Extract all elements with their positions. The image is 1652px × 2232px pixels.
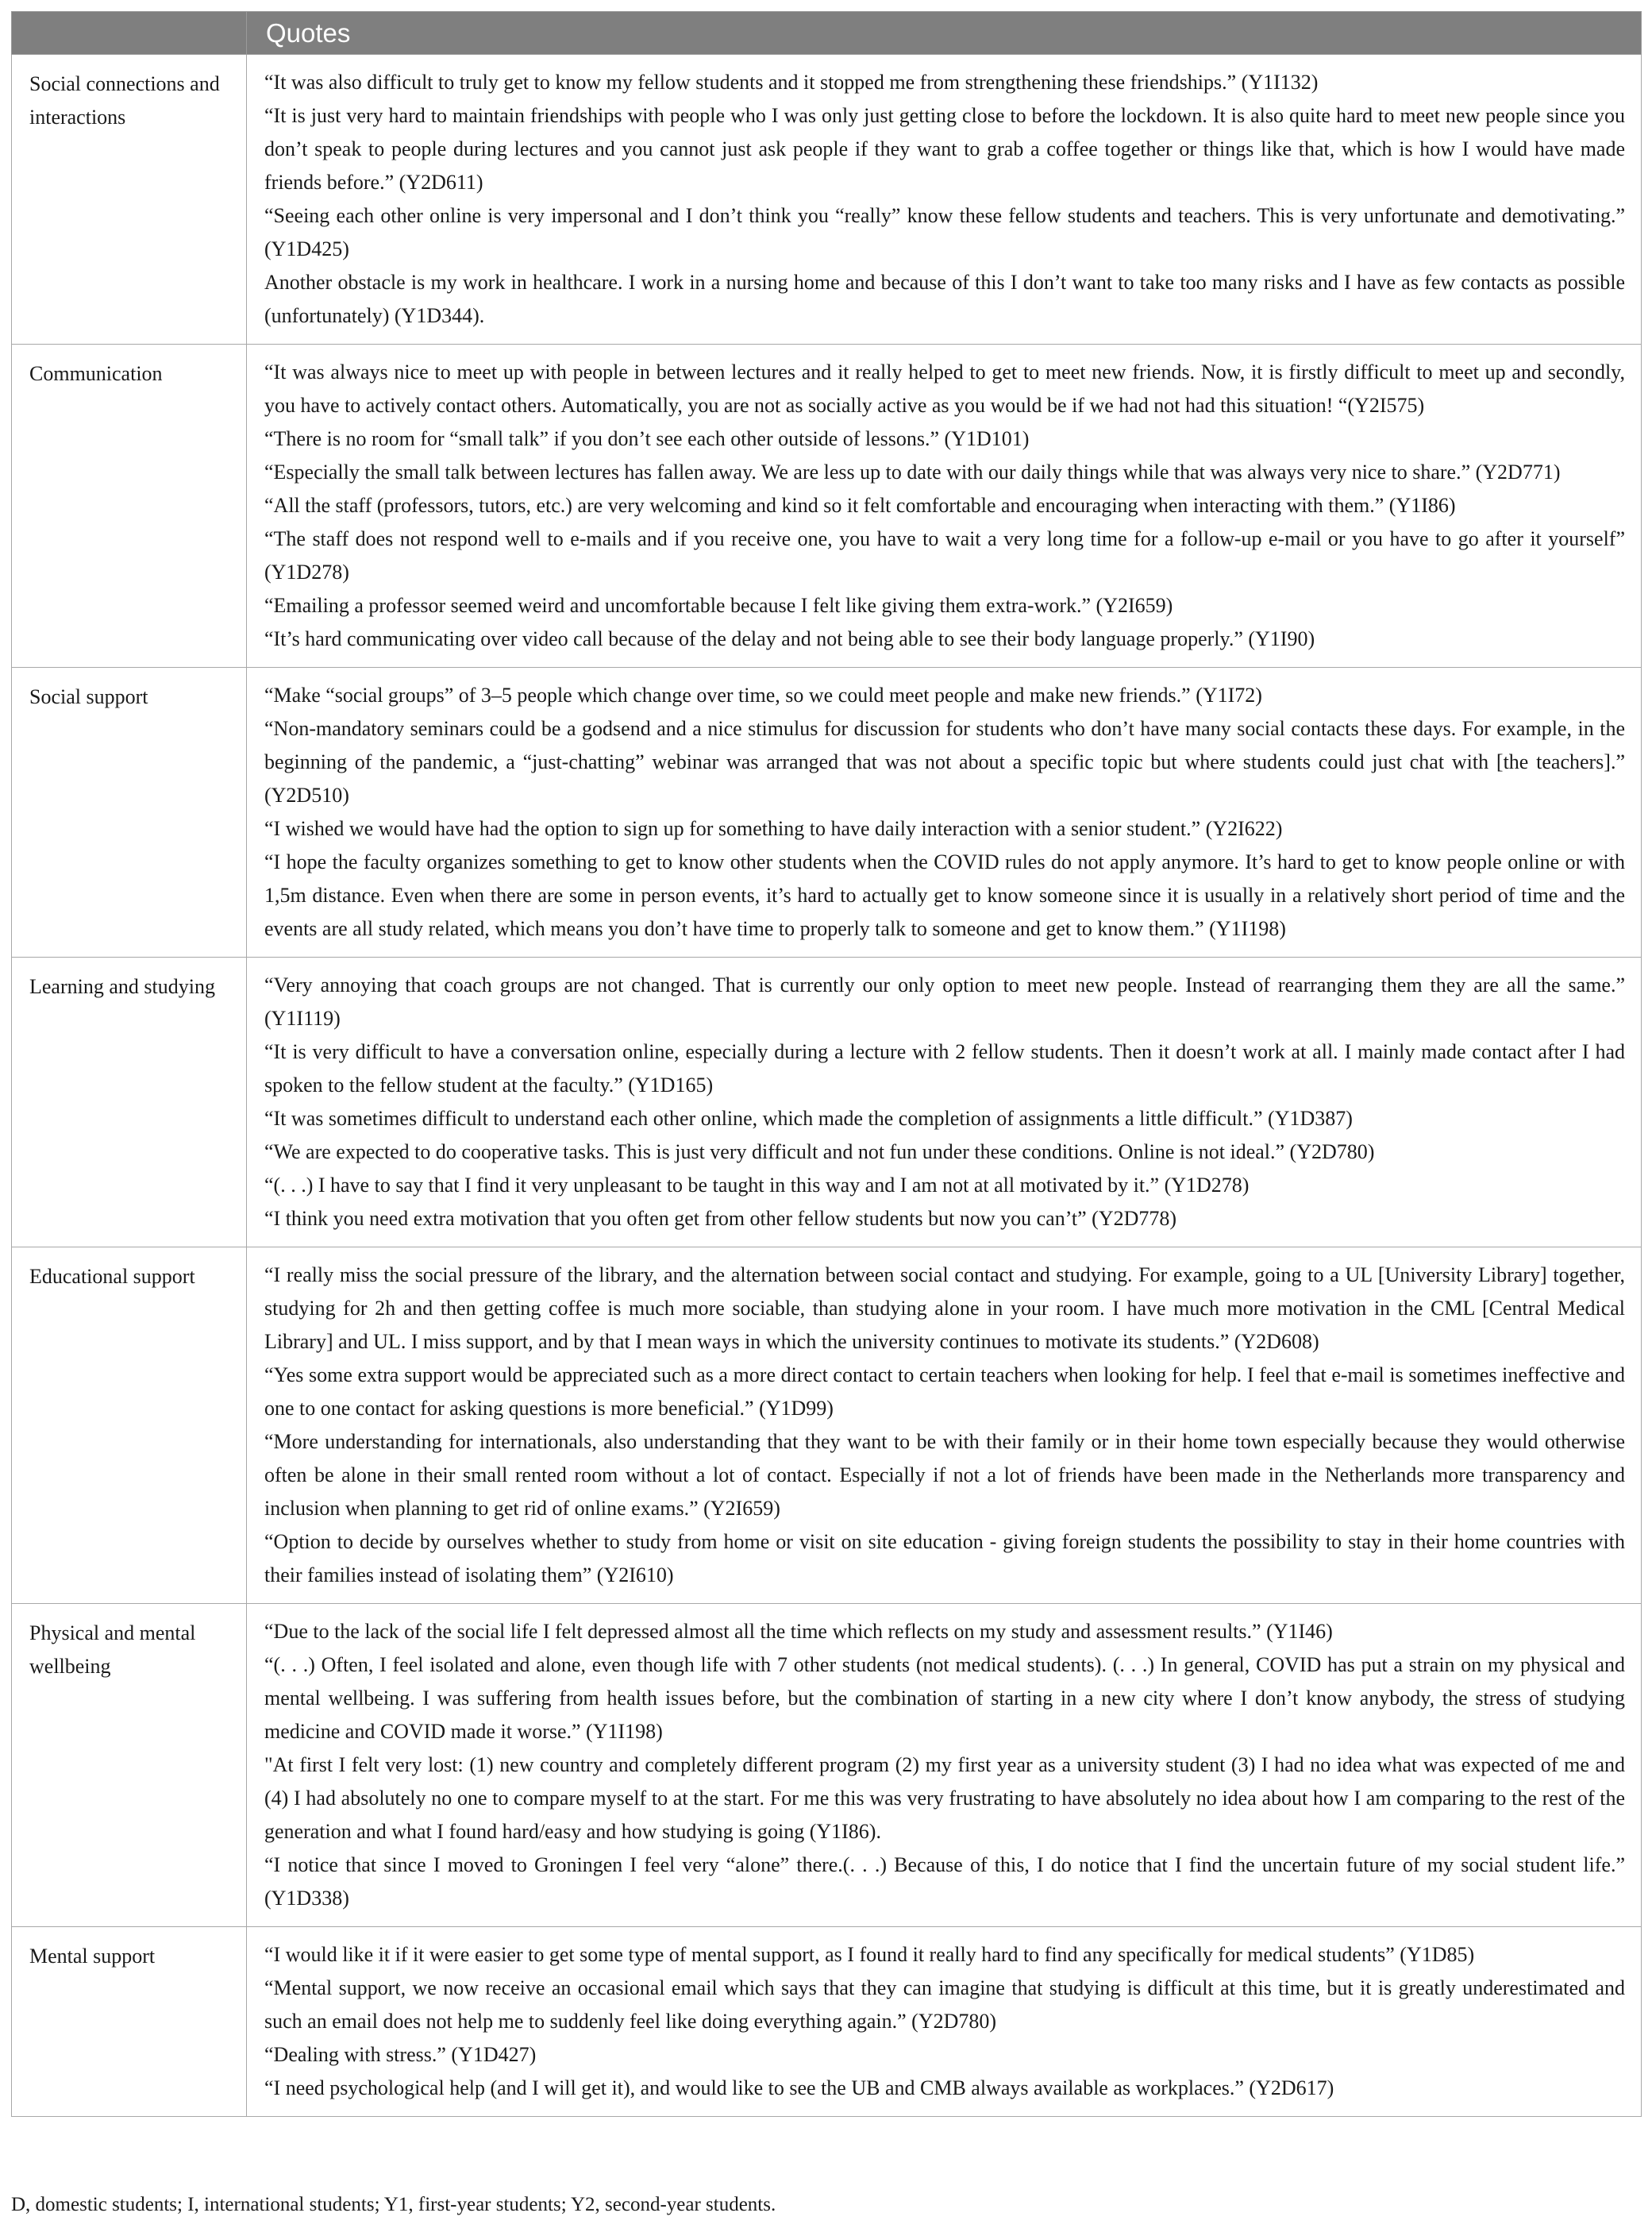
quote-text: “There is no room for “small talk” if you don’t see each other outside of lessons.” (Y1D101) <box>264 427 1030 450</box>
table-footnote: D, domestic students; I, international students; Y1, first-year students; Y2, second-year students. <box>11 2194 776 2215</box>
quote-text: “(. . .) I have to say that I find it very unpleasant to be taught in this way and I am not at all motivated by it.” (Y1D278) <box>264 1174 1250 1197</box>
quote-text: “I would like it if it were easier to get some type of mental support, as I found it really hard to find any specifically for medical students” (Y1D85) <box>264 1943 1475 1966</box>
quotes-table <box>11 11 1642 2117</box>
quotes-cell <box>247 345 1642 668</box>
category-cell: Communication <box>12 345 247 668</box>
quote-text: “(. . .) Often, I feel isolated and alone, even though life with 7 other students (not medical students). (. . .) In general, COVID has put a strain on my physical and mental wellbeing. I was suffering from health issues before, but the combination of starting in a new city where I don’t know anybody, the stress of studying medicine and COVID made it worse.” (Y1I198) <box>264 1653 1625 1743</box>
header-category-cell <box>12 12 247 55</box>
quote-text: “All the staff (professors, tutors, etc.) are very welcoming and kind so it felt comfortable and encouraging when interacting with them.” (Y1I86) <box>264 494 1456 517</box>
category-cell: Educational support <box>12 1247 247 1604</box>
quote-text: “Dealing with stress.” (Y1D427) <box>264 2043 537 2066</box>
quote-text: "At first I felt very lost: (1) new country and completely different program (2) my first year as a university student (3) I had no idea what was expected of me and (4) I had absolutely no one to compare myself to at the start. For me this was very frustrating to have absolutely no idea about how I am comparing to the rest of the generation and what I found hard/easy and how studying is going (Y1I86). <box>264 1753 1625 1843</box>
quotes-cell <box>247 1247 1642 1604</box>
quotes-cell <box>247 958 1642 1247</box>
quote-text: “I notice that since I moved to Groningen I feel very “alone” there.(. . .) Because of this, I do notice that I find the uncertain future of my social student life.” (Y1D338) <box>264 1853 1625 1910</box>
quote-text: “Option to decide by ourselves whether to study from home or visit on site education - giving foreign students the possibility to stay in their home countries with their families instead of isolating them” (Y2I610) <box>264 1530 1625 1586</box>
quote-text: “It is just very hard to maintain friendships with people who I was only just getting close to before the lockdown. It is also quite hard to meet new people since you don’t speak to people during lectures and you cannot just ask people if they want to grab a coffee together or things like that, which is how I would have made friends before.” (Y2D611) <box>264 104 1625 194</box>
quotes-cell <box>247 1604 1642 1927</box>
quote-text: “Especially the small talk between lectures has fallen away. We are less up to date with our daily things while that was always very nice to share.” (Y2D771) <box>264 461 1561 484</box>
quote-text: “It’s hard communicating over video call because of the delay and not being able to see their body language properly.” (Y1I90) <box>264 627 1315 650</box>
header-row <box>12 12 1642 55</box>
quote-text: “Yes some extra support would be appreciated such as a more direct contact to certain teachers when looking for help. I feel that e-mail is sometimes ineffective and one to one contact for asking questions is more beneficial.” (Y1D99) <box>264 1363 1625 1420</box>
quote-text: “Emailing a professor seemed weird and uncomfortable because I felt like giving them extra-work.” (Y2I659) <box>264 594 1173 617</box>
header-quotes-cell: Quotes <box>247 12 1642 55</box>
quote-text: “I need psychological help (and I will get it), and would like to see the UB and CMB always available as workplaces.” (Y2D617) <box>264 2076 1334 2099</box>
category-cell: Social support <box>12 668 247 958</box>
quote-text: “Seeing each other online is very impersonal and I don’t think you “really” know these fellow students and teachers. This is very unfortunate and demotivating.” (Y1D425) <box>264 204 1625 260</box>
quote-text: “I wished we would have had the option to sign up for something to have daily interaction with a senior student.” (Y2I622) <box>264 817 1283 840</box>
table-row <box>12 55 1642 345</box>
quote-text: “Very annoying that coach groups are not changed. That is currently our only option to meet new people. Instead of rearranging them they are all the same.” (Y1I119) <box>264 973 1625 1030</box>
quotes-cell <box>247 55 1642 345</box>
quotes-cell <box>247 1927 1642 2117</box>
table-row <box>12 668 1642 958</box>
table-row <box>12 958 1642 1247</box>
quote-text: “It was also difficult to truly get to know my fellow students and it stopped me from strengthening these friendships.” (Y1I132) <box>264 71 1319 94</box>
quote-text: “I think you need extra motivation that you often get from other fellow students but now you can’t” (Y2D778) <box>264 1207 1177 1230</box>
table-header <box>12 12 1642 55</box>
table-body <box>12 55 1642 2117</box>
quote-text: “Non-mandatory seminars could be a godsend and a nice stimulus for discussion for students who don’t have many social contacts these days. For example, in the beginning of the pandemic, a “just-chatting” webinar was arranged that was not about a specific topic but where students could just chat with [the teachers].” (Y2D510) <box>264 717 1625 807</box>
category-cell: Mental support <box>12 1927 247 2117</box>
quote-text: “It was sometimes difficult to understand each other online, which made the completion of assignments a little difficult.” (Y1D387) <box>264 1107 1353 1130</box>
quotes-cell <box>247 668 1642 958</box>
quote-text: “Make “social groups” of 3–5 people which change over time, so we could meet people and make new friends.” (Y1I72) <box>264 684 1262 707</box>
table-row <box>12 345 1642 668</box>
quote-text: “We are expected to do cooperative tasks. This is just very difficult and not fun under these conditions. Online is not ideal.” (Y2D780) <box>264 1140 1375 1163</box>
quote-text: Another obstacle is my work in healthcare. I work in a nursing home and because of this I don’t want to take too many risks and I have as few contacts as possible (unfortunately) (Y1D344). <box>264 271 1625 327</box>
quote-text: “I really miss the social pressure of the library, and the alternation between social contact and studying. For example, going to a UL [University Library] together, studying for 2h and then getting coffee is much more sociable, than studying alone in your room. I have much more motivation in the CML [Central Medical Library] and UL. I miss support, and by that I mean ways in which the university continues to motivate its students.” (Y2D608) <box>264 1263 1625 1353</box>
table-row <box>12 1247 1642 1604</box>
category-cell: Learning and studying <box>12 958 247 1247</box>
table-row <box>12 1604 1642 1927</box>
category-cell: Physical and mental wellbeing <box>12 1604 247 1927</box>
quote-text: “The staff does not respond well to e-mails and if you receive one, you have to wait a very long time for a follow-up e-mail or you have to go after it yourself” (Y1D278) <box>264 527 1625 584</box>
category-cell: Social connections and interactions <box>12 55 247 345</box>
quote-text: “It was always nice to meet up with people in between lectures and it really helped to get to meet new friends. Now, it is firstly difficult to meet up and secondly, you have to actively contact others. Automatically, you are not as socially active as you would be if we had not had this situation! “(Y2I575) <box>264 360 1625 417</box>
quote-text: “I hope the faculty organizes something to get to know other students when the COVID rules do not apply anymore. It’s hard to get to know people online or with 1,5m distance. Even when there are some in person events, it’s hard to actually get to know someone since it is usually in a relatively short period of time and the events are all study related, which means you don’t have time to properly talk to someone and get to know them.” (Y1I198) <box>264 850 1625 940</box>
table-row <box>12 1927 1642 2117</box>
quotes-table-container <box>11 11 1641 2117</box>
quote-text: “More understanding for internationals, also understanding that they want to be with their family or in their home town especially because they would otherwise often be alone in their small rented room without a lot of contact. Especially if not a lot of friends have been made in the Netherlands more transparency and inclusion when planning to get rid of online exams.” (Y2I659) <box>264 1430 1625 1520</box>
quote-text: “Mental support, we now receive an occasional email which says that they can imagine that studying is difficult at this time, but it is greatly underestimated and such an email does not help me to suddenly feel like doing everything again.” (Y2D780) <box>264 1976 1625 2033</box>
quote-text: “It is very difficult to have a conversation online, especially during a lecture with 2 fellow students. Then it doesn’t work at all. I mainly made contact after I had spoken to the fellow student at the faculty.” (Y1D165) <box>264 1040 1625 1097</box>
quote-text: “Due to the lack of the social life I felt depressed almost all the time which reflects on my study and assessment results.” (Y1I46) <box>264 1620 1333 1643</box>
